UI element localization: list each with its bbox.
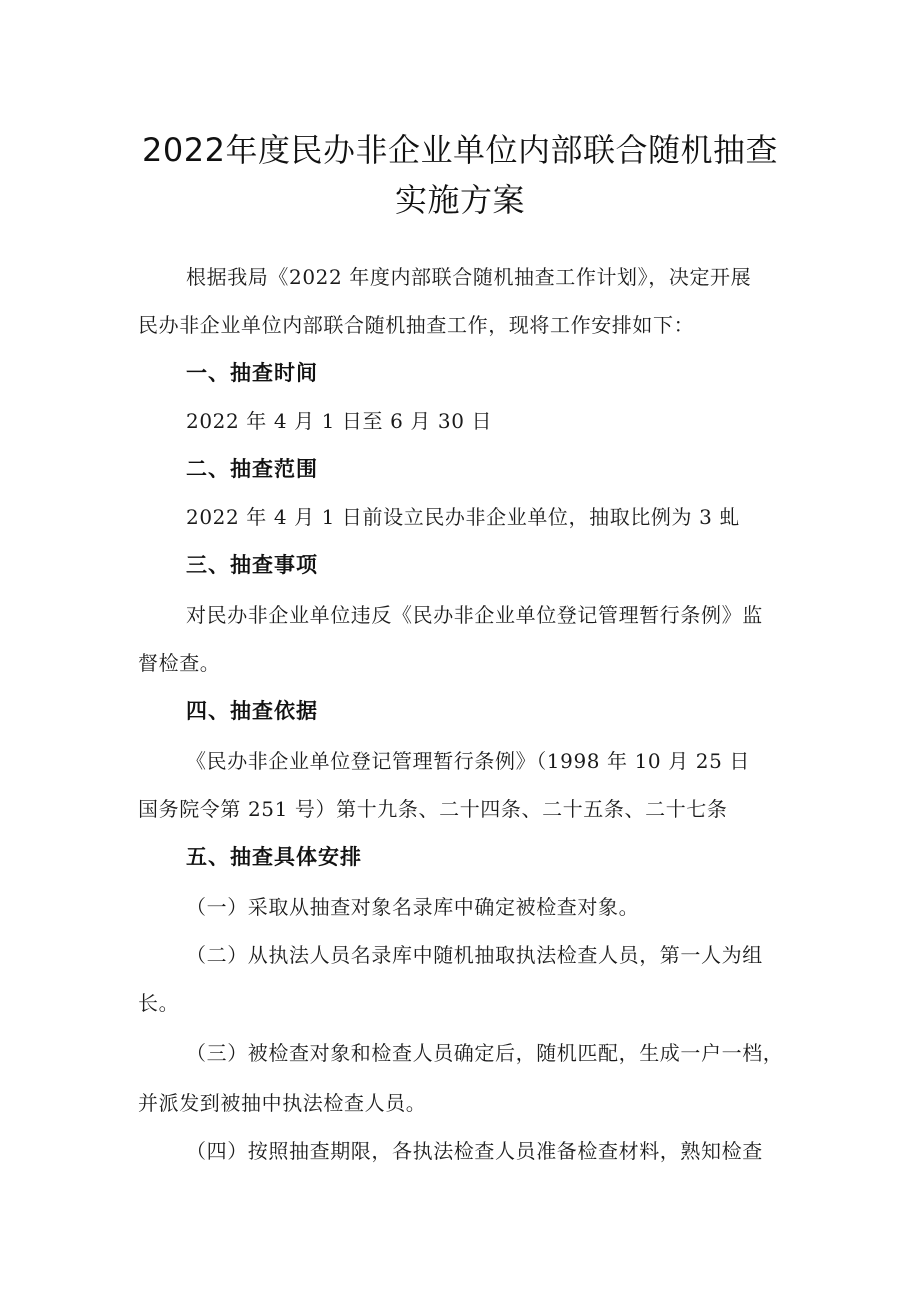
intro-paragraph-line-2: 民办非企业单位内部联合随机抽查工作，现将工作安排如下： (138, 313, 695, 337)
arrangement-item-2-line-2: 长。 (138, 991, 180, 1015)
section-items-text-line-1: 对民办非企业单位违反《民办非企业单位登记管理暂行条例》监 (186, 603, 763, 627)
section-heading-time: 一、抽查时间 (186, 361, 318, 385)
arrangement-item-3-line-2: 并派发到被抽中执法检查人员。 (138, 1091, 427, 1115)
arrangement-item-4-line-1: （四）按照抽查期限，各执法检查人员准备检查材料，熟知检查 (186, 1139, 763, 1163)
section-heading-arrangement: 五、抽查具体安排 (186, 845, 362, 869)
section-basis-text-line-2: 国务院令第 251 号）第十九条、二十四条、二十五条、二十七条 (138, 797, 728, 821)
document-title-line-1: 2022年度民办非企业单位内部联合随机抽查 (142, 131, 778, 169)
section-basis-text-line-1: 《民办非企业单位登记管理暂行条例》（1998 年 10 月 25 日 (186, 749, 750, 773)
section-scope-text: 2022 年 4 月 1 日前设立民办非企业单位，抽取比例为 3 虬 (186, 505, 740, 529)
arrangement-item-1: （一）采取从抽查对象名录库中确定被检查对象。 (186, 895, 640, 919)
arrangement-item-3-line-1: （三）被检查对象和检查人员确定后，随机匹配，生成一户一档， (186, 1041, 784, 1065)
section-time-text: 2022 年 4 月 1 日至 6 月 30 日 (186, 409, 493, 433)
section-heading-scope: 二、抽查范围 (186, 457, 318, 481)
section-heading-basis: 四、抽查依据 (186, 699, 318, 723)
arrangement-item-2-line-1: （二）从执法人员名录库中随机抽取执法检查人员，第一人为组 (186, 943, 763, 967)
section-heading-items: 三、抽查事项 (186, 553, 318, 577)
intro-paragraph-line-1: 根据我局《2022 年度内部联合随机抽查工作计划》，决定开展 (186, 265, 752, 289)
document-title-line-2: 实施方案 (394, 181, 525, 219)
section-items-text-line-2: 督检查。 (138, 651, 221, 675)
